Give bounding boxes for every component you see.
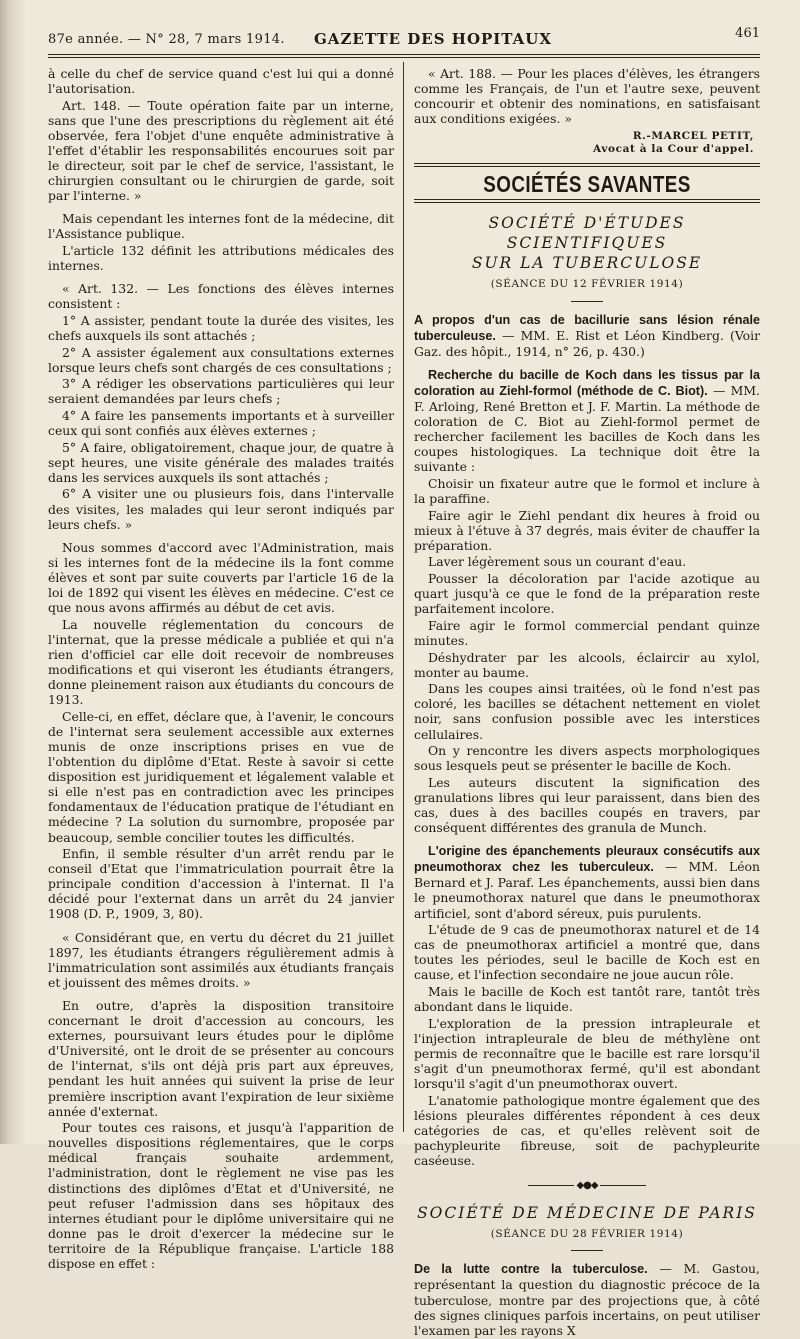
paragraph: L'anatomie pathologique montre également que des lésions pleurales différentes répondent à ces deux catégories de cas, et qu'elles relèvent soit de pachypleurite fibreuse, soit de pachypleurite caséeuse. [414, 1092, 760, 1169]
paragraph: Mais le bacille de Koch est tantôt rare, tantôt très abondant dans le liquide. [414, 984, 760, 1015]
paragraph: Art. 148. — Toute opération faite par un interne, sans que l'une des prescriptions du règlement ait été observée, fera l'objet d'une enquête administrative à l'effet d'établir les responsabilités encourues soit par le directeur, soit par le chef de service, l'assistant, le chirurgien consultant ou le chirurgien de garde, soit par l'interne. » [48, 97, 394, 204]
right-column [414, 66, 760, 1339]
paragraph: L'article 132 définit les attributions médicales des internes. [48, 243, 394, 274]
journal-title: GAZETTE DES HOPITAUX [314, 30, 553, 48]
paragraph: Celle-ci, en effet, déclare que, à l'avenir, le concours de l'internat sera seulement accessible aux externes munis de onze inscriptions prises en vue de l'obtention du diplôme d'Etat. Reste à savoir si cette disposition est juridiquement et légalement valable et si elle n'est pas en contradiction avec les principes fondamentaux de l'éducation pratique de l'étudiant en médecine ? La solution du surnombre, proposée par beaucoup, semble concilier toutes les difficultés. [48, 708, 394, 845]
paragraph: Déshydrater par les alcools, éclaircir au xylol, monter au baume. [414, 649, 760, 680]
header-rule [48, 54, 760, 58]
article [414, 1261, 760, 1337]
ornament-line [600, 1185, 646, 1186]
paragraph: Enfin, il semble résulter d'un arrêt rendu par le conseil d'Etat que l'immatriculation pourrait être la principale condition d'accession à l'internat. Il l'a décidé pour l'externat dans un arrêt du 24 janvier 1908 (D. P., 1909, 3, 80). [48, 846, 394, 922]
ornament-diamond-icon: ◆●◆ [576, 1180, 598, 1192]
article-heading: Recherche du bacille de Koch dans les tissus par la coloration au Ziehl-formol (méthode de C. Biot). [414, 367, 760, 398]
ornament-divider [414, 1178, 760, 1193]
section-rule-top [414, 163, 760, 167]
paragraph: La nouvelle réglementation du concours de l'internat, que la presse médicale a publiée et qui n'a rien d'officiel car elle doit recevoir de nombreuses modifications et qui viseront les étudiants étrangers, donne pleinement raison aux étudiants du concours de 1913. [48, 616, 394, 708]
paragraph: Choisir un fixateur autre que le formol et inclure à la paraffine. [414, 476, 760, 507]
paragraph: En outre, d'après la disposition transitoire concernant le droit d'accession au concours, les externes, poursuivant leurs études pour le diplôme d'Université, ont le droit de se présenter au concours de l'internat, s'ils ont déjà pris part aux épreuves, pendant les huit années qui suivent la prise de leur première inscription avant l'expiration de leur sixième année d'externat. [48, 997, 394, 1119]
paragraph: 6° A visiter une ou plusieurs fois, dans l'intervalle des visites, les malades qui leur seront indiqués par leurs chefs. » [48, 486, 394, 532]
left-column [48, 66, 394, 1273]
short-rule [571, 1250, 603, 1251]
short-rule [571, 301, 603, 302]
author-title: Avocat à la Cour d'appel. [593, 143, 754, 156]
society-title-line: SUR LA TUBERCULOSE [471, 254, 703, 273]
column-divider [403, 62, 404, 1132]
paragraph: « Art. 132. — Les fonctions des élèves internes consistent : [48, 281, 394, 312]
paragraph: Pour toutes ces raisons, et jusqu'à l'apparition de nouvelles dispositions réglementaires, que le corps médical français souhaite ardemment, l'administration, dont le règlement ne vise pas les distinctions des diplômes d'Etat et d'Université, ne peut refuser l'admission dans ses hôpitaux des internes étudiant pour le diplôme universitaire qui ne donne pas le droit d'exercer la médecine sur le territoire de la République française. L'article 188 dispose en effet : [48, 1120, 394, 1272]
article [414, 312, 760, 359]
session-date: (SÉANCE DU 28 FÉVRIER 1914) [490, 1228, 684, 1241]
article-text: — MM. Léon Bernard et J. Paraf. Les épanchements, aussi bien dans le pneumothorax naturel que dans le pneumothorax artificiel, sont d'abord séreux, puis purulents. [414, 859, 760, 921]
author-name: R.-MARCEL PETIT, [632, 130, 754, 143]
issue-info: 87e année. — N° 28, 7 mars 1914. [48, 32, 285, 47]
paragraph: 3° A rédiger les observations particulières qui leur seraient demandées par leurs chefs ; [48, 376, 394, 407]
paragraph: 1° A assister, pendant toute la durée des visites, les chefs auxquels ils sont attachés ; [48, 312, 394, 343]
paragraph: Laver légèrement sous un courant d'eau. [428, 554, 687, 570]
paragraph: 4° A faire les pansements importants et à surveiller ceux qui sont confiés aux élèves externes ; [48, 407, 394, 439]
section-rule-bottom [414, 199, 760, 203]
paragraph: Faire agir le formol commercial pendant quinze minutes. [414, 617, 760, 648]
paragraph: Pousser la décoloration par l'acide azotique au quart jusqu'à ce que le fond de la préparation reste parfaitement incolore. [414, 571, 760, 617]
section-title: SOCIÉTÉS SAVANTES [483, 171, 691, 198]
paragraph: Nous sommes d'accord avec l'Administration, mais si les internes font de la médecine ils la font comme élèves et sont par suite couverts par l'article 16 de la loi de 1892 qui visent les élèves en médecine. C'est ce que nous avons affirmés au début de cet avis. [48, 539, 394, 616]
paragraph: « Considérant que, en vertu du décret du 21 juillet 1897, les étudiants étrangers régulièrement admis à l'immatriculation sont assimilés aux étudiants français et jouissent des mêmes droits. » [48, 929, 394, 990]
article [414, 843, 760, 920]
ornament-line [528, 1185, 574, 1186]
article-188-quote: « Art. 188. — Pour les places d'élèves, les étrangers comme les Français, de l'un et l'autre sexe, peuvent concourir et obtenir des nominations, en satisfaisant aux conditions exigées. » [414, 66, 760, 127]
society-title-medecine: SOCIÉTÉ DE MÉDECINE DE PARIS [417, 1204, 757, 1223]
page-edge-shadow [0, 0, 26, 1144]
society-title-line: SOCIÉTÉ D'ÉTUDES SCIENTIFIQUES [488, 214, 686, 253]
paragraph: Mais cependant les internes font de la médecine, dit l'Assistance publique. [48, 211, 394, 242]
paragraph: Les auteurs discutent la signification des granulations libres qui leur paraissent, dans bien des cas, dues à des bacilles coupés en travers, par conséquent différentes des granula de Munch. [414, 774, 760, 836]
paragraph: Faire agir le Ziehl pendant dix heures à froid ou mieux à l'étuve à 37 degrés, mais éviter de chauffer la préparation. [414, 507, 760, 553]
article-heading: L'origine des épanchements pleuraux consécutifs aux pneumothorax chez les tuberculeux. [414, 844, 760, 875]
article [414, 367, 760, 475]
paragraph: L'exploration de la pression intrapleurale et l'injection intrapleurale de bleu de méthylène ont permis de reconnaître que le bacille est rare lorsqu'il s'agit d'un pneumothorax fermé, qu'il est abondant lorsqu'il s'agit d'un pneumothorax ouvert. [414, 1015, 760, 1092]
article-heading: De la lutte contre la tuberculose. [414, 1262, 648, 1277]
article-heading: A propos d'un cas de bacillurie sans lésion rénale tuberculeuse. [414, 312, 760, 343]
paragraph: On y rencontre les divers aspects morphologiques sous lesquels peut se présenter le bacille de Koch. [414, 743, 760, 774]
session-date: (SÉANCE DU 12 FÉVRIER 1914) [490, 278, 684, 291]
article-text: — MM. F. Arloing, René Bretton et J. F. Martin. La méthode de coloration de C. Biot au Ziehl-formol permet de rechercher facilement les bacilles de Koch dans les coupes histologiques. La technique doit être la suivante : [414, 382, 760, 475]
page-number: 461 [735, 26, 760, 41]
paragraph: 5° A faire, obligatoirement, chaque jour, de quatre à sept heures, une visite générale des malades traités dans les services auxquels ils sont attachés ; [48, 439, 394, 485]
article-text: — MM. E. Rist et Léon Kindberg. (Voir Gaz. des hôpit., 1914, n° 26, p. 430.) [414, 327, 760, 359]
paragraph: à celle du chef de service quand c'est lui qui a donné l'autorisation. [48, 66, 394, 97]
author-signature [414, 130, 754, 156]
paragraph: L'étude de 9 cas de pneumothorax naturel et de 14 cas de pneumothorax artificiel a montré que, dans toutes les périodes, seul le bacille de Koch est en cause, et l'infection secondaire ne joue aucun rôle. [414, 922, 760, 983]
article-text: — M. Gastou, représentant la question du diagnostic précoce de la tuberculose, montre par des projections que, à côté des signes cliniques parfois incertains, on peut utiliser l'examen par les rayons X [414, 1261, 760, 1338]
paragraph: 2° A assister également aux consultations externes lorsque leurs chefs sont chargés de ces consultations ; [48, 344, 394, 375]
society-title-tuberculose [414, 213, 760, 273]
paragraph: Dans les coupes ainsi traitées, où le fond n'est pas coloré, les bacilles se détachent nettement en violet noir, sans confusion possible avec les interstices cellulaires. [414, 681, 760, 742]
page-header [48, 26, 760, 50]
